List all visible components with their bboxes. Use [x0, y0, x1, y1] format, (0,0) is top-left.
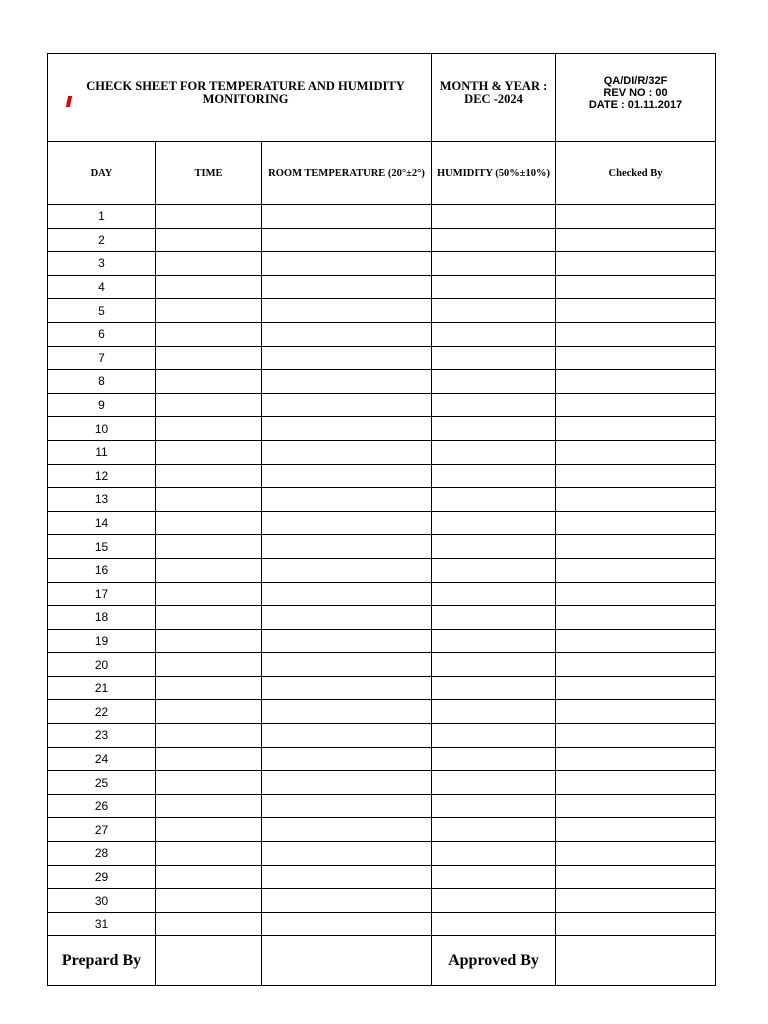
checked-by-cell[interactable] [556, 818, 716, 842]
doc-number: QA/DI/R/32F [603, 74, 668, 87]
room-temperature-cell[interactable] [262, 393, 432, 417]
humidity-cell[interactable] [432, 865, 556, 889]
checked-by-cell[interactable] [556, 676, 716, 700]
time-cell[interactable] [156, 440, 262, 464]
checked-by-cell[interactable] [556, 606, 716, 630]
time-cell[interactable] [156, 629, 262, 653]
column-header-row [48, 142, 716, 205]
checked-by-cell[interactable] [556, 370, 716, 394]
humidity-cell[interactable] [432, 653, 556, 677]
time-cell[interactable] [156, 794, 262, 818]
day-number: 15 [48, 535, 156, 559]
table-row [48, 700, 716, 724]
time-cell[interactable] [156, 299, 262, 323]
room-temperature-cell[interactable] [262, 535, 432, 559]
humidity-cell[interactable] [432, 771, 556, 795]
checked-by-cell[interactable] [556, 393, 716, 417]
table-row [48, 205, 716, 229]
table-row [48, 322, 716, 346]
humidity-cell[interactable] [432, 511, 556, 535]
day-number: 13 [48, 488, 156, 512]
table-row [48, 252, 716, 276]
doc-date: DATE : 01.11.2017 [588, 98, 683, 111]
table-row [48, 676, 716, 700]
month-year-label: MONTH & YEAR : [439, 78, 548, 93]
room-temperature-cell[interactable] [262, 629, 432, 653]
time-cell[interactable] [156, 653, 262, 677]
table-row [48, 724, 716, 748]
time-cell[interactable] [156, 511, 262, 535]
humidity-cell[interactable] [432, 393, 556, 417]
room-temperature-cell[interactable] [262, 488, 432, 512]
approved-by-label: Approved By [432, 936, 556, 986]
table-row [48, 771, 716, 795]
time-cell[interactable] [156, 747, 262, 771]
time-cell[interactable] [156, 771, 262, 795]
checked-by-cell[interactable] [556, 582, 716, 606]
humidity-cell[interactable] [432, 464, 556, 488]
humidity-cell[interactable] [432, 912, 556, 936]
room-temperature-cell[interactable] [262, 794, 432, 818]
day-number: 3 [48, 252, 156, 276]
time-cell[interactable] [156, 228, 262, 252]
col-header-checked-by: Checked By [556, 142, 716, 205]
day-number: 22 [48, 700, 156, 724]
day-number: 24 [48, 747, 156, 771]
humidity-cell[interactable] [432, 417, 556, 441]
room-temperature-cell[interactable] [262, 747, 432, 771]
time-cell[interactable] [156, 865, 262, 889]
humidity-cell[interactable] [432, 228, 556, 252]
table-row [48, 889, 716, 913]
day-number: 11 [48, 440, 156, 464]
humidity-cell[interactable] [432, 842, 556, 866]
table-row [48, 794, 716, 818]
checked-by-cell[interactable] [556, 889, 716, 913]
humidity-cell[interactable] [432, 322, 556, 346]
humidity-cell[interactable] [432, 818, 556, 842]
humidity-cell[interactable] [432, 346, 556, 370]
table-row [48, 606, 716, 630]
room-temperature-cell[interactable] [262, 771, 432, 795]
time-cell[interactable] [156, 252, 262, 276]
checked-by-cell[interactable] [556, 228, 716, 252]
room-temperature-cell[interactable] [262, 464, 432, 488]
table-row [48, 228, 716, 252]
checked-by-cell[interactable] [556, 417, 716, 441]
day-number: 28 [48, 842, 156, 866]
day-number: 1 [48, 205, 156, 229]
table-row [48, 818, 716, 842]
checked-by-cell[interactable] [556, 653, 716, 677]
day-number: 8 [48, 370, 156, 394]
humidity-cell[interactable] [432, 488, 556, 512]
checked-by-cell[interactable] [556, 275, 716, 299]
humidity-cell[interactable] [432, 558, 556, 582]
day-number: 17 [48, 582, 156, 606]
table-row [48, 629, 716, 653]
time-cell[interactable] [156, 535, 262, 559]
time-cell[interactable] [156, 393, 262, 417]
checked-by-cell[interactable] [556, 629, 716, 653]
room-temperature-cell[interactable] [262, 558, 432, 582]
room-temperature-cell[interactable] [262, 252, 432, 276]
room-temperature-cell[interactable] [262, 606, 432, 630]
table-row [48, 842, 716, 866]
table-row [48, 865, 716, 889]
day-number: 20 [48, 653, 156, 677]
time-cell[interactable] [156, 558, 262, 582]
day-number: 6 [48, 322, 156, 346]
time-cell[interactable] [156, 582, 262, 606]
checked-by-cell[interactable] [556, 322, 716, 346]
day-number: 7 [48, 346, 156, 370]
checked-by-cell[interactable] [556, 747, 716, 771]
room-temperature-cell[interactable] [262, 322, 432, 346]
humidity-cell[interactable] [432, 440, 556, 464]
checked-by-cell[interactable] [556, 771, 716, 795]
day-number: 12 [48, 464, 156, 488]
room-temperature-cell[interactable] [262, 299, 432, 323]
humidity-cell[interactable] [432, 370, 556, 394]
time-cell[interactable] [156, 724, 262, 748]
month-year-cell [432, 54, 556, 142]
room-temperature-cell[interactable] [262, 582, 432, 606]
table-row [48, 393, 716, 417]
table-row [48, 535, 716, 559]
doc-info-cell [556, 54, 716, 142]
title-row [48, 54, 716, 142]
time-cell[interactable] [156, 889, 262, 913]
time-cell[interactable] [156, 275, 262, 299]
room-temperature-cell[interactable] [262, 889, 432, 913]
day-number: 27 [48, 818, 156, 842]
day-number: 29 [48, 865, 156, 889]
table-row [48, 582, 716, 606]
table-row [48, 747, 716, 771]
humidity-cell[interactable] [432, 747, 556, 771]
checked-by-cell[interactable] [556, 488, 716, 512]
room-temperature-cell[interactable] [262, 370, 432, 394]
day-number: 31 [48, 912, 156, 936]
table-row [48, 912, 716, 936]
checked-by-cell[interactable] [556, 464, 716, 488]
day-number: 10 [48, 417, 156, 441]
check-sheet-table [47, 53, 716, 986]
humidity-cell[interactable] [432, 535, 556, 559]
day-number: 26 [48, 794, 156, 818]
checked-by-cell[interactable] [556, 299, 716, 323]
time-cell[interactable] [156, 842, 262, 866]
time-cell[interactable] [156, 346, 262, 370]
checked-by-cell[interactable] [556, 865, 716, 889]
room-temperature-cell[interactable] [262, 842, 432, 866]
col-header-time: TIME [156, 142, 262, 205]
humidity-cell[interactable] [432, 299, 556, 323]
room-temperature-cell[interactable] [262, 676, 432, 700]
checked-by-cell[interactable] [556, 535, 716, 559]
room-temperature-cell[interactable] [262, 205, 432, 229]
time-cell[interactable] [156, 818, 262, 842]
day-number: 19 [48, 629, 156, 653]
col-header-room-temperature: ROOM TEMPERATURE (20°±2°) [262, 142, 432, 205]
day-number: 5 [48, 299, 156, 323]
time-cell[interactable] [156, 464, 262, 488]
room-temperature-cell[interactable] [262, 511, 432, 535]
table-row [48, 653, 716, 677]
checked-by-cell[interactable] [556, 252, 716, 276]
day-number: 9 [48, 393, 156, 417]
table-row [48, 488, 716, 512]
day-number: 25 [48, 771, 156, 795]
table-row [48, 511, 716, 535]
checked-by-cell[interactable] [556, 346, 716, 370]
checked-by-cell[interactable] [556, 440, 716, 464]
table-row [48, 417, 716, 441]
month-year-value: DEC -2024 [464, 91, 523, 106]
checked-by-cell[interactable] [556, 842, 716, 866]
sheet-title [48, 80, 431, 106]
time-cell[interactable] [156, 322, 262, 346]
day-number: 16 [48, 558, 156, 582]
time-cell[interactable] [156, 205, 262, 229]
checked-by-cell[interactable] [556, 700, 716, 724]
room-temperature-cell[interactable] [262, 724, 432, 748]
day-number: 14 [48, 511, 156, 535]
day-number: 21 [48, 676, 156, 700]
table-row [48, 464, 716, 488]
table-row [48, 440, 716, 464]
room-temperature-cell[interactable] [262, 417, 432, 441]
humidity-cell[interactable] [432, 724, 556, 748]
humidity-cell[interactable] [432, 275, 556, 299]
room-temperature-cell[interactable] [262, 653, 432, 677]
title-cell [48, 54, 432, 142]
room-temperature-cell[interactable] [262, 912, 432, 936]
footer-row [48, 936, 716, 986]
table-row [48, 346, 716, 370]
col-header-humidity: HUMIDITY (50%±10%) [432, 142, 556, 205]
humidity-cell[interactable] [432, 700, 556, 724]
checked-by-cell[interactable] [556, 511, 716, 535]
prepared-by-field[interactable] [156, 936, 262, 986]
table-row [48, 275, 716, 299]
table-row [48, 299, 716, 323]
time-cell[interactable] [156, 488, 262, 512]
humidity-cell[interactable] [432, 582, 556, 606]
footer-blank-cell[interactable] [262, 936, 432, 986]
humidity-cell[interactable] [432, 252, 556, 276]
day-number: 23 [48, 724, 156, 748]
checked-by-cell[interactable] [556, 558, 716, 582]
time-cell[interactable] [156, 417, 262, 441]
room-temperature-cell[interactable] [262, 700, 432, 724]
rev-number: REV NO : 00 [603, 86, 668, 99]
room-temperature-cell[interactable] [262, 275, 432, 299]
title-line-1: CHECK SHEET FOR TEMPERATURE AND HUMIDITY [86, 78, 405, 93]
room-temperature-cell[interactable] [262, 228, 432, 252]
checked-by-cell[interactable] [556, 724, 716, 748]
humidity-cell[interactable] [432, 629, 556, 653]
time-cell[interactable] [156, 606, 262, 630]
day-number: 18 [48, 606, 156, 630]
table-row [48, 558, 716, 582]
checked-by-cell[interactable] [556, 794, 716, 818]
humidity-cell[interactable] [432, 676, 556, 700]
time-cell[interactable] [156, 676, 262, 700]
day-number: 2 [48, 228, 156, 252]
humidity-cell[interactable] [432, 889, 556, 913]
table-row [48, 370, 716, 394]
room-temperature-cell[interactable] [262, 818, 432, 842]
approved-by-field[interactable] [556, 936, 716, 986]
time-cell[interactable] [156, 370, 262, 394]
day-number: 30 [48, 889, 156, 913]
col-header-day: DAY [48, 142, 156, 205]
room-temperature-cell[interactable] [262, 346, 432, 370]
title-line-2: MONITORING [202, 91, 289, 106]
checked-by-cell[interactable] [556, 912, 716, 936]
prepared-by-label: Prepard By [48, 936, 156, 986]
time-cell[interactable] [156, 912, 262, 936]
day-number: 4 [48, 275, 156, 299]
humidity-cell[interactable] [432, 205, 556, 229]
checked-by-cell[interactable] [556, 205, 716, 229]
humidity-cell[interactable] [432, 606, 556, 630]
time-cell[interactable] [156, 700, 262, 724]
room-temperature-cell[interactable] [262, 865, 432, 889]
room-temperature-cell[interactable] [262, 440, 432, 464]
humidity-cell[interactable] [432, 794, 556, 818]
